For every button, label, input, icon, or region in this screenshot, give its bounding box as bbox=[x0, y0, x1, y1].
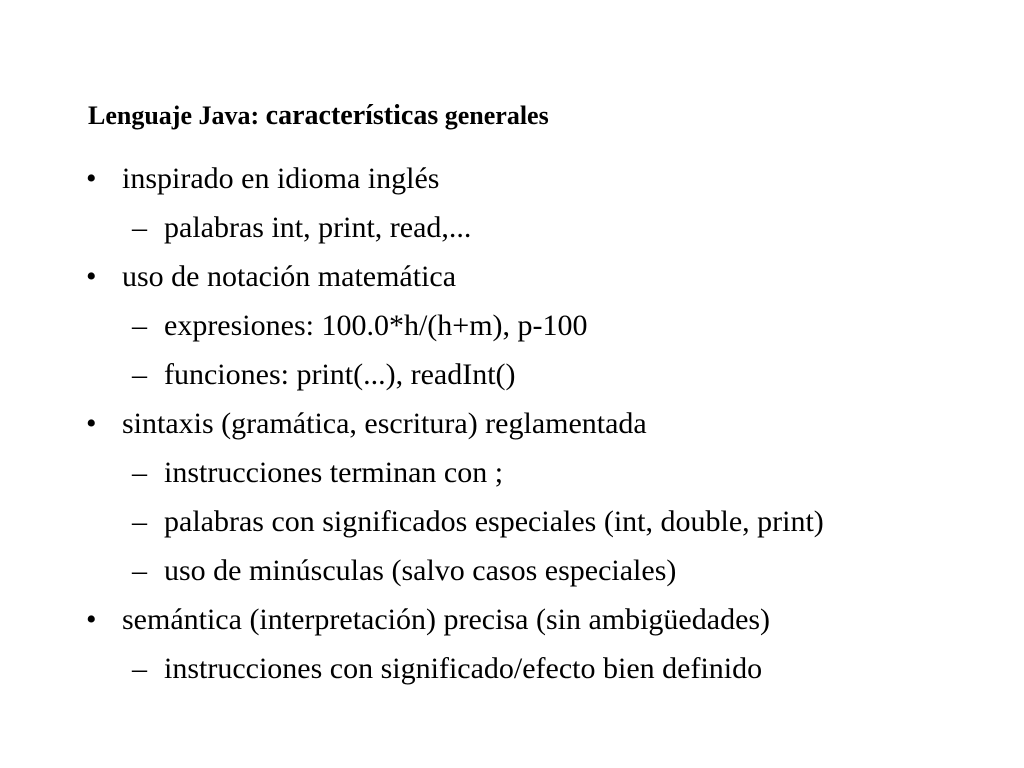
sub-bullet-item bbox=[0, 353, 1024, 402]
bullet-item bbox=[0, 598, 1024, 647]
slide-title-part: características bbox=[265, 100, 439, 131]
bullet-text: inspirado en idioma inglés bbox=[122, 162, 440, 195]
bullet-marker: • bbox=[86, 407, 97, 440]
sub-bullet-item bbox=[0, 451, 1024, 500]
bullet-item bbox=[0, 402, 1024, 451]
bullet-item bbox=[0, 157, 1024, 206]
sub-bullet-text: uso de minúsculas (salvo casos especiales) bbox=[164, 554, 677, 587]
bullet-text: semántica (interpretación) precisa (sin ambigüedades) bbox=[122, 603, 771, 636]
sub-bullet-text: instrucciones con significado/efecto bien definido bbox=[164, 652, 763, 685]
dash-marker: – bbox=[132, 652, 147, 685]
slide-title bbox=[88, 100, 549, 132]
sub-bullet-text: palabras con significados especiales (int, double, print) bbox=[164, 505, 824, 538]
bullet-marker: • bbox=[86, 260, 97, 293]
sub-bullet-text: funciones: print(...), readInt() bbox=[164, 358, 516, 391]
slide-title-part: Lenguaje Java: bbox=[88, 101, 266, 130]
sub-bullet-text: expresiones: 100.0*h/(h+m), p-100 bbox=[164, 309, 588, 342]
sub-bullet-item bbox=[0, 647, 1024, 696]
bullet-marker: • bbox=[86, 162, 97, 195]
bullet-item bbox=[0, 255, 1024, 304]
slide-title-part: generales bbox=[438, 101, 549, 130]
bullet-marker: • bbox=[86, 603, 97, 636]
bullet-list bbox=[0, 157, 1024, 696]
sub-bullet-item bbox=[0, 500, 1024, 549]
dash-marker: – bbox=[132, 505, 147, 538]
dash-marker: – bbox=[132, 456, 147, 489]
bullet-text: uso de notación matemática bbox=[122, 260, 457, 293]
dash-marker: – bbox=[132, 309, 147, 342]
dash-marker: – bbox=[132, 211, 147, 244]
sub-bullet-item bbox=[0, 549, 1024, 598]
dash-marker: – bbox=[132, 358, 147, 391]
sub-bullet-item bbox=[0, 304, 1024, 353]
dash-marker: – bbox=[132, 554, 147, 587]
sub-bullet-text: palabras int, print, read,... bbox=[164, 211, 472, 244]
bullet-text: sintaxis (gramática, escritura) reglamentada bbox=[122, 407, 647, 440]
sub-bullet-item bbox=[0, 206, 1024, 255]
sub-bullet-text: instrucciones terminan con ; bbox=[164, 456, 504, 489]
